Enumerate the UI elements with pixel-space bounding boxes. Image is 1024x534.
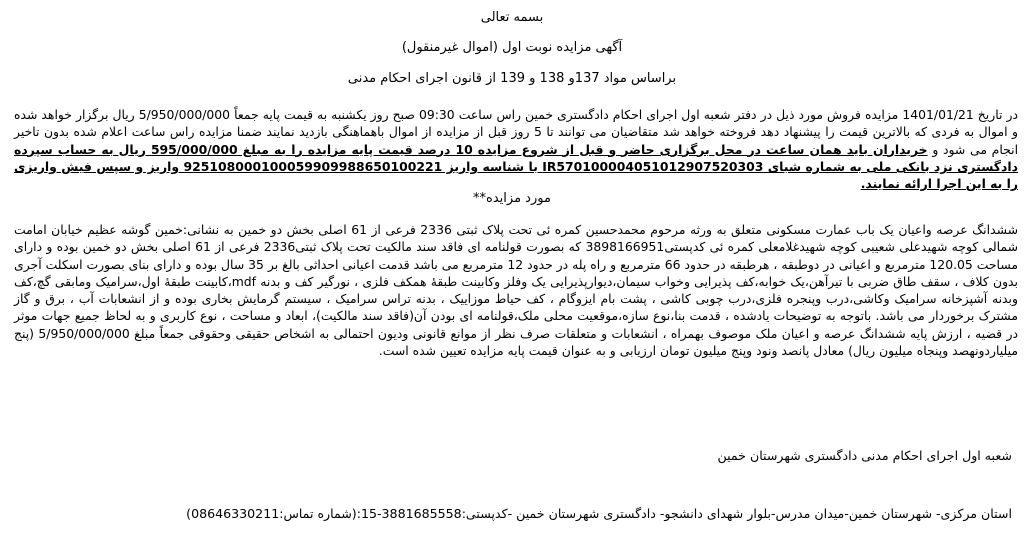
basmala-heading: بسمه تعالی bbox=[480, 10, 544, 25]
legal-basis-line: براساس مواد 137و 138 و 139 از قانون اجرای احکام مدنی bbox=[347, 71, 677, 86]
address-footer: استان مرکزی- شهرستان خمین-میدان مدرس-بلوار شهدای دانشجو- دادگستری شهرستان خمین -کدپستی:3881685558-15:(شماره تماس:08646330211) bbox=[186, 506, 1012, 521]
issuer-line: شعبه اول اجرای احکام مدنی دادگستری شهرستان خمین bbox=[717, 448, 1012, 463]
intro-text: در تاریخ 1401/01/21 مزایده فروش مورد ذیل در دفتر شعبه اول اجرای احکام دادگستری خمین راس ساعت 09:30 صبح روز یکشنبه به قیمت پایه جمعاً 5/950/000/000 ریال برگزار خواهد شده و اموال به فردی که بالاترین قیمت را پیشنهاد دهد فروخته خواهد شد متقاضیان می توانند تا 5 روز قبل از مزایده از اموال باهماهنگی بازدید نمایند ضمنا مزایده راس ساعت اعلام شده بدون تاخیر انجام می شود و bbox=[14, 107, 1019, 157]
notice-title: آگهی مزایده نوبت اول (اموال غیرمنقول) bbox=[401, 40, 623, 55]
deposit-instructions: خریداران باید همان ساعت در محل برگزاری حاضر و قبل از شروع مزایده 10 درصد قیمت پایه مزایده را به مبلغ 595/000/000 ریال به حساب سپرده دادگستری نزد بانکی ملی به شماره شبای IR570100004051012907520303 با شناسه واریز 925108000100059909988650100221 واریز و سپس فیش واریزی را به این اجرا ارائه نمایند. bbox=[14, 141, 1018, 192]
intro-paragraph bbox=[14, 106, 1018, 192]
property-description: ششدانگ عرصه واعیان یک باب عمارت مسکونی متعلق به ورثه مرحوم محمدحسین کمره ئی تحت پلاک ثبتی 2336 فرعی از 61 اصلی بخش دو خمین به نشانی:خمین گوشه عظیم خیابان امامت شمالی کوچه شهیدعلی شعیبی کوچه شهیدغلامعلی کمره ئی کدپستی3898166951 که بصورت قولنامه ای فاقد سند مالکیت تحت پلاک ثبتی2336 فرعی از 61 اصلی بخش دو خمین بوده و دارای مساحت 120.05 مترمربع و اعیانی در دوطبقه ، هرطبقه در حدود 66 مترمربع و راه پله در حدود 12 مترمربع می باشد قدمت اعیانی احداثی بالغ بر 35 سال بوده و دارای بنای بصورت اسکلت آجری بدون کلاف ، سقف طاق ضربی با تیرآهن،یک خوابه،کف پذیرایی وخواب سیمان،دیوارپذیرایی یک وفلز وکابینت طبقهٔ همکف فلزی ، نورگیر کف و بدنه mdf،کابینت طبقهٔ اول،سرامیک ومابقی گچ،کف وبدنه آشپزخانه سرامیک وکاشی،درب وپنجره فلزی،درب چوبی کاشی ، پشت بام ایزوگام ، کف حیاط موزاییک ، بدنه تراس سرامیک ، سیستم گرمایش بخاری بوده و از انشعابات آب ، برق و گاز مشترک برخوردار می باشد. باتوجه به توضیحات یادشده ، قدمت بنا،نوع سازه،موقعیت محلی ملک،قولنامه ای بودن آن(فاقد سند مالکیت)، ابعاد و مساحت ، نوع کاربری و به لحاظ جمیع جهات موثر در قضیه ، ارزش پایه ششدانگ عرصه و اعیان ملک موصوف بهمراه ، انشعابات و متعلقات صرف نظر از موانع قانونی ودیون احتمالی به اشخاص حقیقی وحقوقی جمعاً مبلغ 5/950/000/000 (پنج میلیاردونهصد وپنجاه میلیون ریال) معادل پانصد ونود وپنج میلیون تومان ارزیابی و به عنوان قیمت پایه مزایده تعیین شده است. bbox=[14, 222, 1019, 359]
subject-heading: مورد مزایده** bbox=[473, 191, 551, 206]
